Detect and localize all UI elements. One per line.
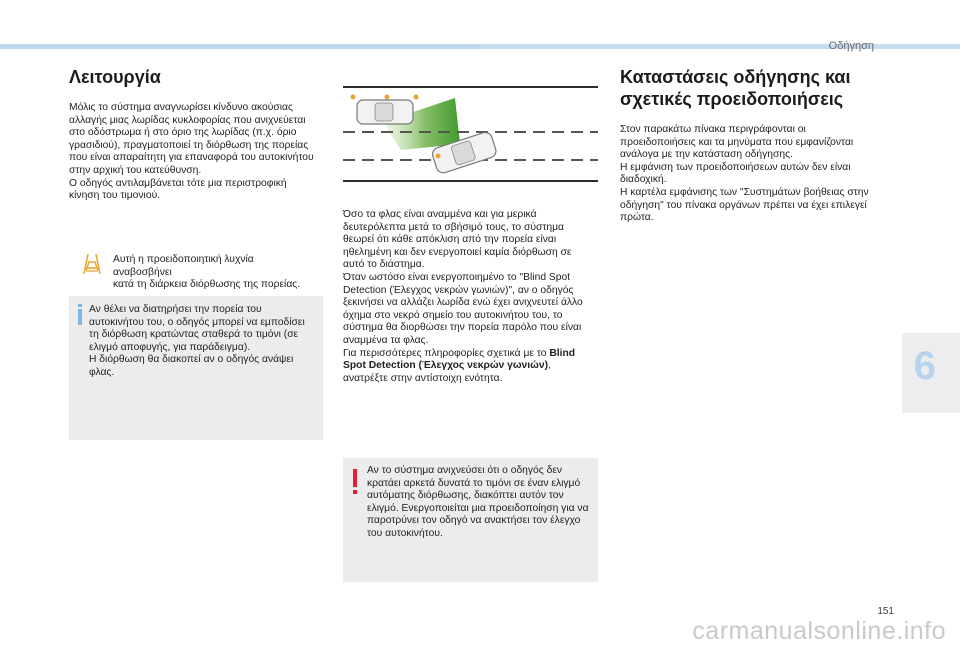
indicator-paragraph [343,209,598,385]
warning-note-box [343,458,598,582]
left-column [69,66,323,203]
section-heading-driving-situations: Καταστάσεις οδήγησης και σχετικές προειδοποιήσεις [620,67,851,109]
blind-spot-reference: Blind Spot Detection (Έλεγχος νεκρών γωνιών) [343,347,576,372]
right-column [620,66,888,225]
watermark: carmanualsonline.info [692,617,946,645]
operation-paragraph: Μόλις το σύστημα αναγνωρίσει κίνδυνο ακούσιας αλλαγής μιας λωρίδας κυκλοφορίας που ανιχνεύεται στο οδόστρωμα ή στο όριο της λωρίδας (π.χ. όριο γρασιδιού), πραγματοποιεί τη διόρθωση της πορείας που είναι απαραίτητη για επαναφορά του αυτοκινήτου στην αρχική του κατεύθυνση. Ο οδηγός αντιλαμβάνεται τότε μια περιστροφική κίνηση του τιμονιού. [69,102,314,202]
section-heading-operation: Λειτουργία [69,67,161,87]
info-icon [78,309,82,325]
info-note-box [69,296,323,440]
turn-signal-marker [436,154,441,159]
warning-icon [353,469,357,487]
figure-bottom-rule [343,180,598,182]
chapter-number: 6 [913,344,936,388]
other-vehicle [351,95,419,125]
warning-light-note [69,244,323,298]
indicator-paragraph-main: Όσο τα φλας είναι αναμμένα και για μερικά δευτερόλεπτα μετά το σβήσιμό τους, το σύστημα θεωρεί ότι κάθε απόκλιση από την πορεία είναι ηθελημένη και δεν ενεργοποιεί καμία διόρθωση σε αυτό το διάστημα. Όταν ωστόσο είναι ενεργοποιημένο το "Blind Spot Detection (Έλεγχος νεκρών γωνιών)", αν ο οδηγός ξεκινήσει να αλλάζει λωρίδα ενώ έχει ανιχνευτεί άλλο όχημα στο νεκρό σημείο του αυτοκινήτου του, το σύστημα θα διορθώσει την πορεία παρόλο που είναι αναμμένα τα φλας. Για περισσότερες πληροφορίες σχετικά με το [343,209,583,359]
warning-light-text: Αυτή η προειδοποιητική λυχνία αναβοσβήνει κατά τη διάρκεια διόρθωσης της πορείας. [113,254,301,291]
info-icon-dot [78,304,82,307]
middle-column [343,209,598,385]
driving-situations-paragraph: Στον παρακάτω πίνακα περιγράφονται οι προειδοποιήσεις και τα μηνύματα που εμφανίζονται ανάλογα με την κατάσταση οδήγησης. Η εμφάνιση των προειδοποιήσεων αυτών δεν είναι διαδοχική. Η καρτέλα εμφάνισης των "Συστημάτων βοήθειας στην οδήγηση" του πίνακα οργάνων πρέπει να έχει επιλεγεί πρώτα. [620,124,869,224]
header-accent-bar [0,44,480,49]
page-number: 151 [877,606,894,617]
info-note-text: Αν θέλει να διατηρήσει την πορεία του αυτοκινήτου του, ο οδηγός μπορεί να εμποδίσει τη διόρθωση κρατώντας σταθερά το τιμόνι (σε ελιγμό αποφυγής, για παράδειγμα). Η διόρθωση θα διακοπεί αν ο οδηγός ανάψει φλας. [89,304,305,378]
indicator-paragraph-tail: , ανατρέξτε στην αντίστοιχη ενότητα. [343,360,551,384]
warning-note-text: Αν το σύστημα ανιχνεύσει ότι ο οδηγός δεν κρατάει αρκετά δυνατά το τιμόνι σε έναν ελιγμό αυτόματης διόρθωσης, διακόπτει αυτόν τον ελιγμό. Ενεργοποιείται μια προειδοποίηση για να παροτρύνει τον οδηγό να ανακτήσει τον έλεγχο του αυτοκινήτου. [367,465,589,539]
header-accent-bar-right [480,44,960,49]
lane-assist-warning-icon [79,250,105,276]
chapter-title: Οδήγηση [828,40,874,52]
lane-correction-illustration [343,86,598,180]
warning-icon-dot [353,490,357,494]
